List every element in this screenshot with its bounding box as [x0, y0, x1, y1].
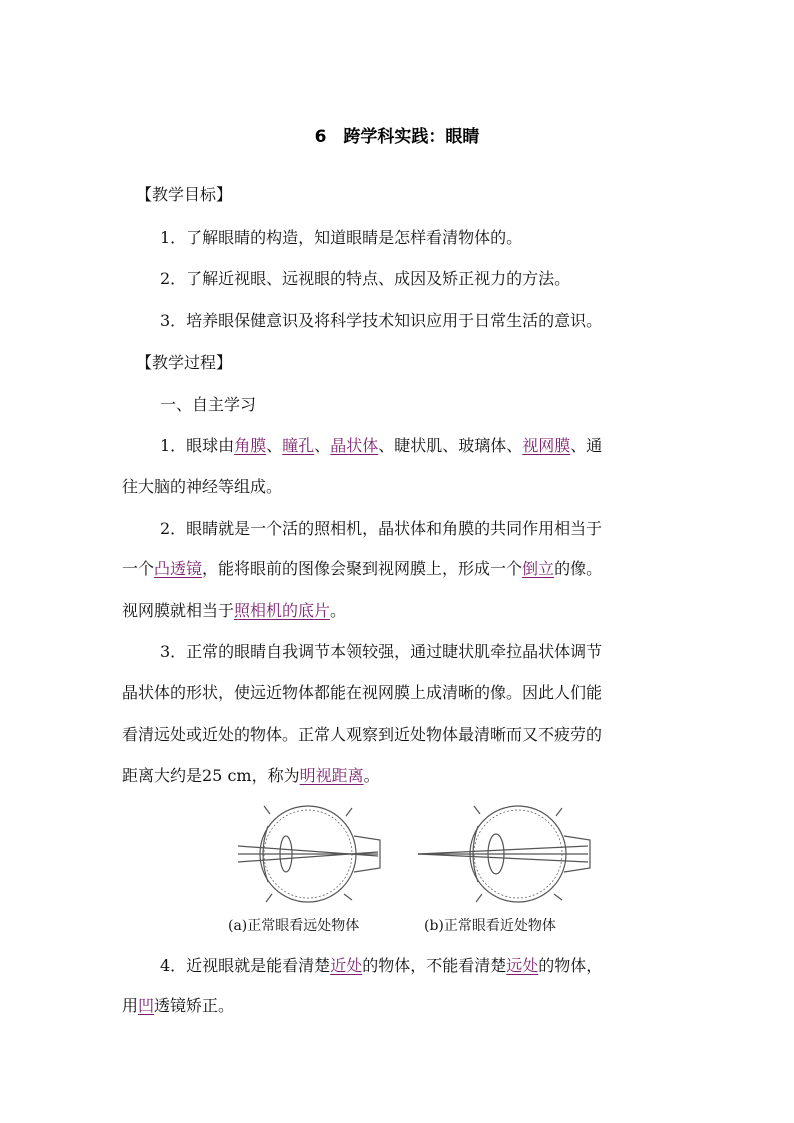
eye-figure	[228, 796, 618, 936]
answer-far: 远处	[506, 956, 539, 975]
sep: 、	[314, 436, 331, 455]
answer-lens: 晶状体	[330, 436, 379, 455]
answer-inverted: 倒立	[522, 559, 555, 578]
text: 4．近视眼就是能看清楚	[160, 956, 331, 975]
item1-lead: 1．眼球由	[160, 436, 235, 455]
text: 、通	[570, 436, 603, 455]
item2-line2	[122, 558, 672, 580]
objectives-heading: 【教学目标】	[136, 185, 233, 204]
text: 。	[363, 766, 380, 785]
item2-line1: 2．眼睛就是一个活的照相机，晶状体和角膜的共同作用相当于	[160, 519, 603, 538]
text: 的物体，不能看清楚	[362, 956, 507, 975]
text: 距离大约是25 cm，称为	[122, 766, 300, 785]
item3-line2: 晶状体的形状，使远近物体都能在视网膜上成清晰的像。因此人们能	[122, 683, 603, 702]
item3-line1: 3．正常的眼睛自我调节本领较强，通过睫状肌牵拉晶状体调节	[160, 642, 603, 661]
caption-a: (a)正常眼看远处物体	[228, 918, 360, 934]
text: 透镜矫正。	[154, 996, 235, 1015]
text: 一个	[122, 559, 155, 578]
caption-b: (b)正常眼看近处物体	[424, 918, 556, 934]
text: 。	[330, 601, 347, 620]
eye-diagram-a	[238, 806, 380, 902]
item4-line2	[122, 995, 672, 1017]
item1-line2: 往大脑的神经等组成。	[122, 477, 283, 496]
process-heading: 【教学过程】	[136, 353, 233, 372]
sep: 、	[266, 436, 283, 455]
part1-heading: 一、自主学习	[160, 395, 257, 414]
objective-3: 3．培养眼保健意识及将科学技术知识应用于日常生活的意识。	[160, 311, 603, 330]
answer-concave: 凹	[138, 996, 155, 1015]
objective-2: 2．了解近视眼、远视眼的特点、成因及矫正视力的方法。	[160, 269, 571, 288]
item3-line4	[122, 765, 672, 787]
answer-cornea: 角膜	[234, 436, 267, 455]
answer-retina: 视网膜	[522, 436, 571, 455]
text: 视网膜就相当于	[122, 601, 235, 620]
item1-line1	[160, 435, 672, 457]
eye-diagram-b	[418, 806, 590, 902]
text: ，能将眼前的图像会聚到视网膜上，形成一个	[202, 559, 523, 578]
answer-distance: 明视距离	[299, 766, 364, 785]
answer-pupil: 瞳孔	[282, 436, 315, 455]
item4-line1	[160, 955, 672, 977]
answer-near: 近处	[330, 956, 363, 975]
item3-line3: 看清远处或近处的物体。正常人观察到近处物体最清晰而又不疲劳的	[122, 725, 603, 744]
text: 用	[122, 996, 139, 1015]
text: 的像。	[554, 559, 603, 578]
answer-convex-lens: 凸透镜	[154, 559, 203, 578]
answer-film: 照相机的底片	[234, 601, 331, 620]
item2-line3	[122, 600, 672, 622]
objective-1: 1．了解眼睛的构造，知道眼睛是怎样看清物体的。	[160, 228, 523, 247]
page-title: 6 跨学科实践：眼睛	[314, 127, 480, 147]
text: 的物体，	[538, 956, 603, 975]
text: 、睫状肌、玻璃体、	[378, 436, 523, 455]
